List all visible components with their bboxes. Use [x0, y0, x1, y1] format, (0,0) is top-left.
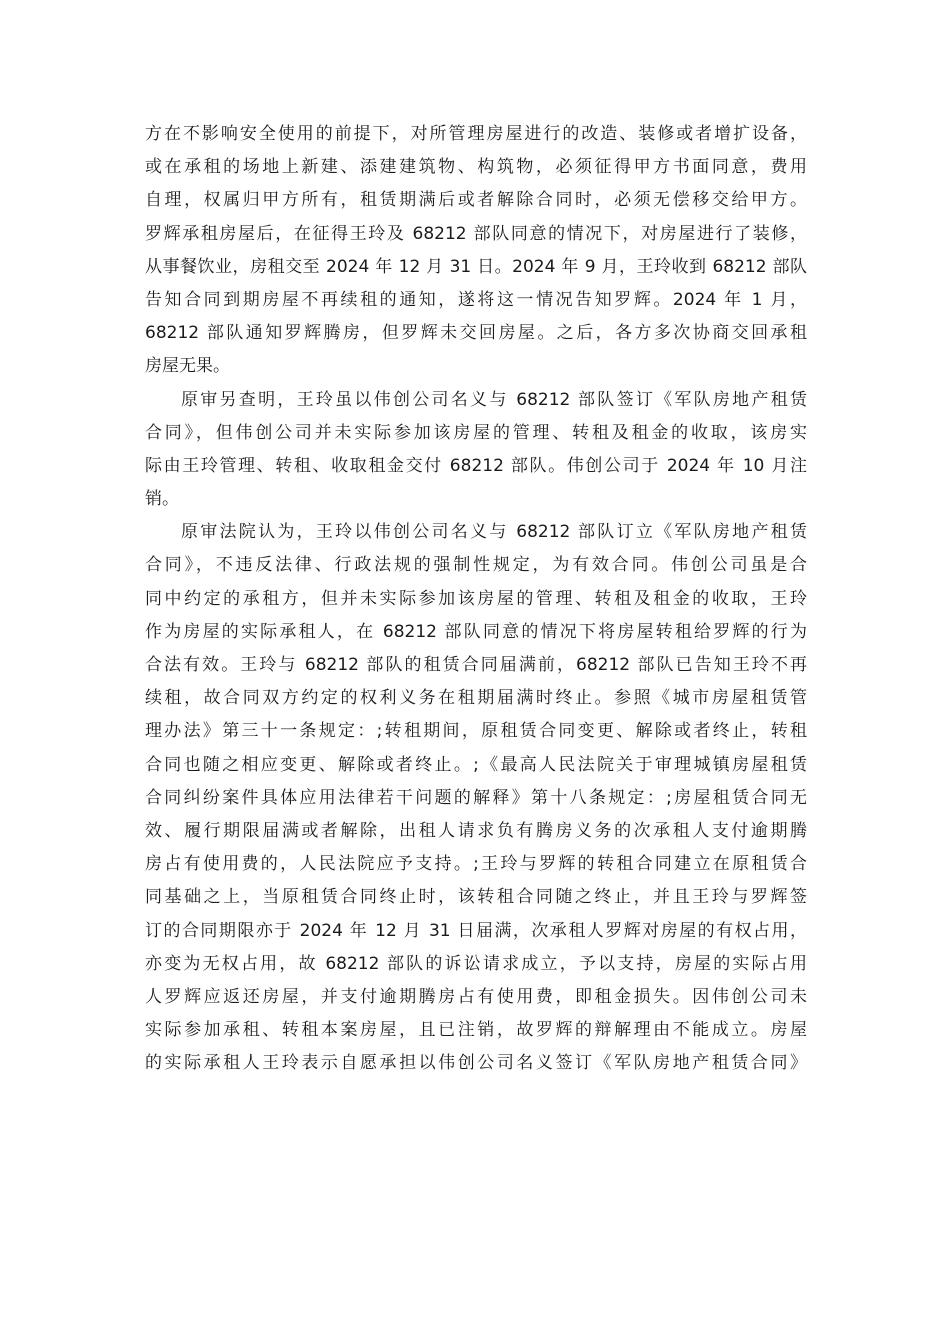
- text-line: 订的合同期限亦于 2024 年 12 月 31 日届满，次承租人罗辉对房屋的有权占用，: [145, 920, 807, 941]
- text-line: 亦变为无权占用，故 68212 部队的诉讼请求成立，予以支持，房屋的实际占用: [145, 953, 807, 974]
- text-line: 续租，故合同双方约定的权利义务在租期届满时终止。参照《城市房屋租赁管: [145, 688, 807, 709]
- text-line: 同中约定的承租方，但并未实际参加该房屋的管理、转租及租金的收取，王玲: [145, 588, 807, 609]
- text-line: 或在承租的场地上新建、添建建筑物、构筑物，必须征得甲方书面同意，费用: [145, 157, 807, 178]
- text-line: 理办法》第三十一条规定：;转租期间，原租赁合同变更、解除或者终止，转租: [145, 721, 807, 742]
- text-line: 的实际承租人王玲表示自愿承担以伟创公司名义签订《军队房地产租赁合同》: [145, 1053, 807, 1074]
- text-line: 房占有使用费的，人民法院应予支持。;王玲与罗辉的转租合同建立在原租赁合: [145, 854, 807, 875]
- text-line: 实际参加承租、转租本案房屋，且已注销，故罗辉的辩解理由不能成立。房屋: [145, 1020, 807, 1041]
- text-line: 合法有效。王玲与 68212 部队的租赁合同届满前，68212 部队已告知王玲不再: [145, 655, 807, 675]
- text-line: 合同》，但伟创公司并未实际参加该房屋的管理、转租及租金的收取，该房实: [145, 422, 807, 443]
- text-line: 际由王玲管理、转租、收取租金交付 68212 部队。伟创公司于 2024 年 10 月注: [145, 455, 807, 476]
- text-line: 作为房屋的实际承租人，在 68212 部队同意的情况下将房屋转租给罗辉的行为: [145, 621, 807, 642]
- text-line: 告知合同到期房屋不再续租的通知，遂将这一情况告知罗辉。2024 年 1 月，: [145, 289, 807, 310]
- text-line: 原审另查明，王玲虽以伟创公司名义与 68212 部队签订《军队房地产租赁: [181, 389, 807, 410]
- text-line: 合同》，不违反法律、行政法规的强制性规定，为有效合同。伟创公司虽是合: [145, 555, 807, 576]
- document-body: [145, 118, 807, 1080]
- text-line: 方在不影响安全使用的前提下，对所管理房屋进行的改造、装修或者增扩设备，: [145, 124, 807, 144]
- text-line: 原审法院认为，王玲以伟创公司名义与 68212 部队订立《军队房地产租赁: [181, 522, 807, 543]
- text-line: 自理，权属归甲方所有，租赁期满后或者解除合同时，必须无偿移交给甲方。: [145, 190, 807, 211]
- text-line: 从事餐饮业，房租交至 2024 年 12 月 31 日。2024 年 9 月，王玲收到 68212 部队: [145, 256, 807, 277]
- text-line: 同基础之上，当原租赁合同终止时，该转租合同随之终止，并且王玲与罗辉签: [145, 887, 807, 908]
- text-line: 人罗辉应返还房屋，并支付逾期腾房占有使用费，即租金损失。因伟创公司未: [145, 986, 807, 1007]
- paragraph: [145, 516, 807, 1080]
- text-line: 罗辉承租房屋后，在征得王玲及 68212 部队同意的情况下，对房屋进行了装修，: [145, 223, 807, 244]
- text-line: 销。: [145, 489, 179, 510]
- paragraph: [145, 384, 807, 517]
- paragraph: [145, 118, 807, 384]
- text-line: 68212 部队通知罗辉腾房，但罗辉未交回房屋。之后，各方多次协商交回承租: [145, 323, 807, 344]
- text-line: 合同纠纷案件具体应用法律若干问题的解释》第十八条规定：;房屋租赁合同无: [145, 787, 807, 808]
- text-line: 合同也随之相应变更、解除或者终止。;《最高人民法院关于审理城镇房屋租赁: [145, 754, 807, 775]
- text-line: 房屋无果。: [145, 356, 230, 377]
- text-line: 效、履行期限届满或者解除，出租人请求负有腾房义务的次承租人支付逾期腾: [145, 820, 807, 841]
